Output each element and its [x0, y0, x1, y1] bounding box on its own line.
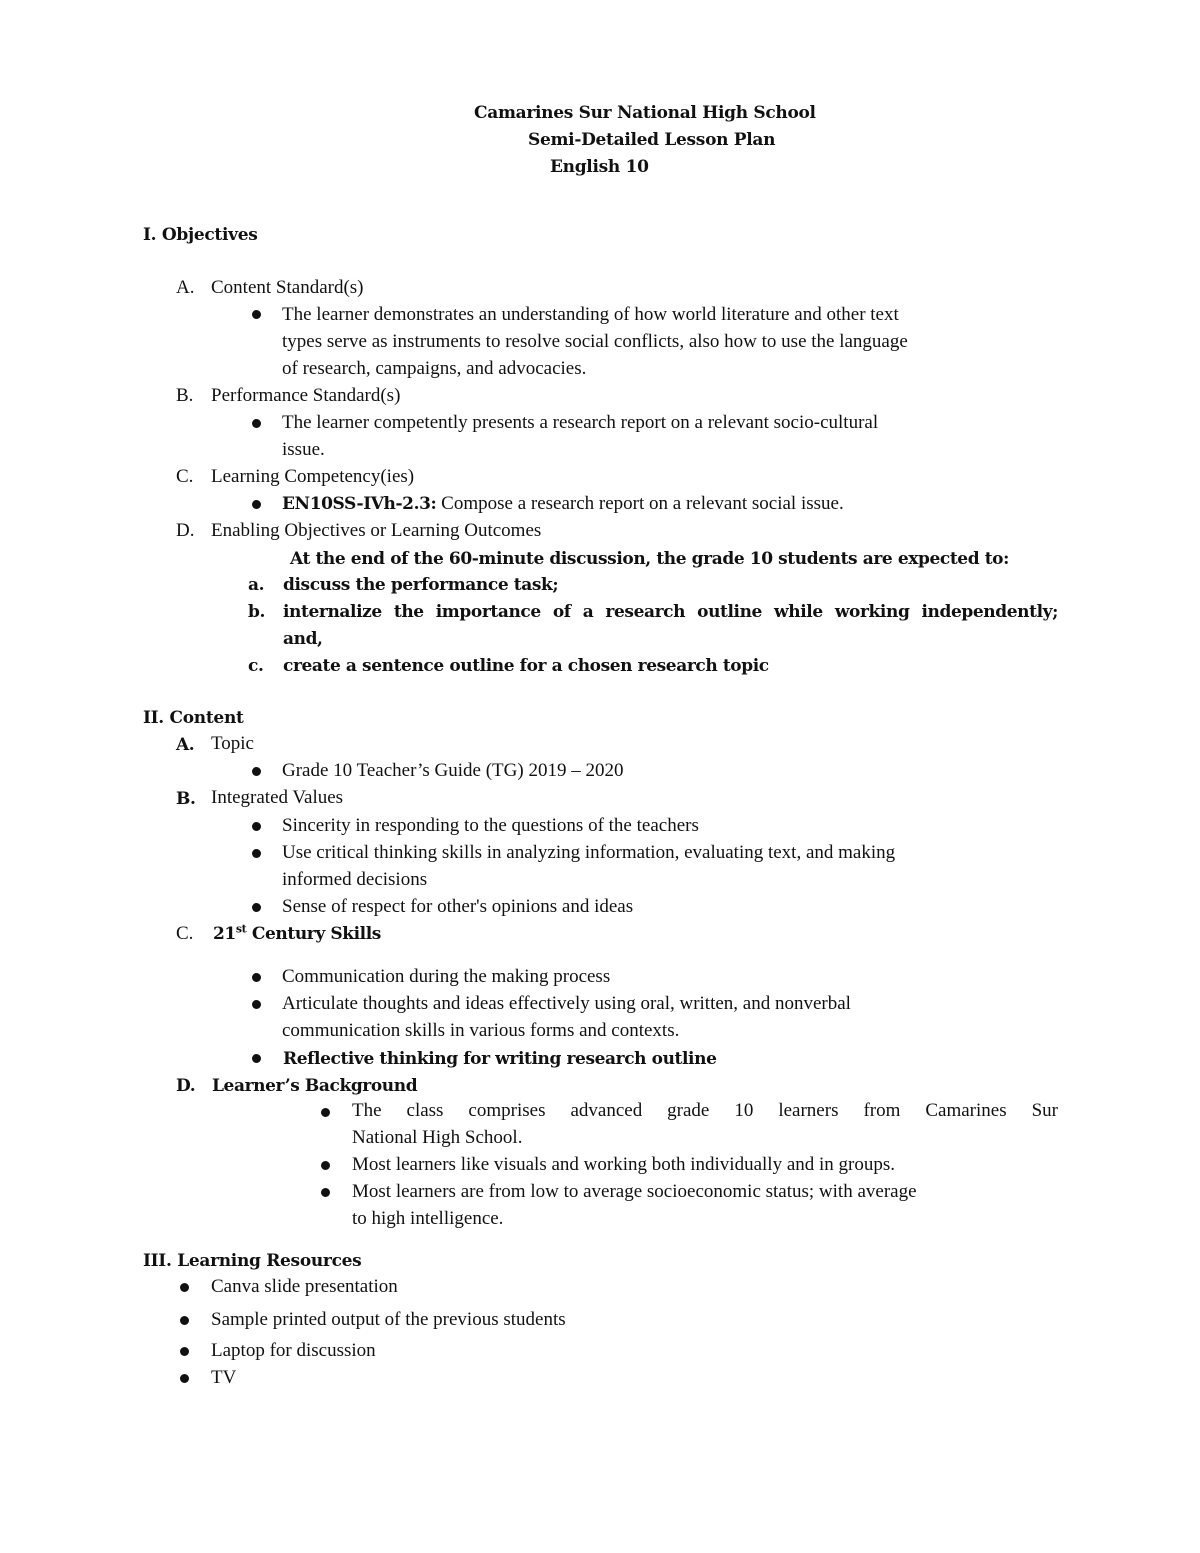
content-standard-line1: The learner demonstrates an understanding of how world literature and other text — [282, 304, 899, 325]
background-item-3-line2: to high intelligence. — [352, 1208, 504, 1229]
competency-line — [282, 491, 844, 517]
outcome-b-label: b. — [248, 602, 266, 622]
content-d-title: Learner’s Background — [212, 1076, 418, 1096]
section-resources-title: III. Learning Resources — [143, 1251, 362, 1271]
resource-item: TV — [211, 1367, 237, 1388]
content-d-label: D. — [176, 1076, 196, 1096]
resource-item: Sample printed output of the previous students — [211, 1309, 566, 1330]
objective-d-label: D. — [176, 520, 195, 541]
century-number: 21 — [213, 924, 236, 944]
bullet-icon — [252, 767, 261, 776]
background-item-1-line2: National High School. — [352, 1127, 523, 1148]
objective-a-text: Content Standard(s) — [211, 277, 364, 298]
objective-b-text: Performance Standard(s) — [211, 385, 401, 406]
topic-item: Grade 10 Teacher’s Guide (TG) 2019 – 2020 — [282, 760, 624, 781]
value-item-1: Sincerity in responding to the questions of the teachers — [282, 815, 699, 836]
bullet-icon — [321, 1188, 330, 1197]
skill-item-2-line2: communication skills in various forms and contexts. — [282, 1020, 680, 1041]
bullet-icon — [180, 1374, 189, 1383]
bullet-icon — [180, 1347, 189, 1356]
bullet-icon — [252, 849, 261, 858]
bullet-icon — [180, 1316, 189, 1325]
bullet-icon — [180, 1283, 189, 1292]
bullet-icon — [252, 903, 261, 912]
objective-d-text: Enabling Objectives or Learning Outcomes — [211, 520, 542, 541]
section-content-title: II. Content — [143, 708, 244, 728]
value-item-3: Sense of respect for other's opinions and ideas — [282, 896, 634, 917]
objective-b-label: B. — [176, 385, 194, 406]
bullet-icon — [252, 973, 261, 982]
content-b-label: B. — [176, 789, 196, 809]
bullet-icon — [252, 822, 261, 831]
objective-c-label: C. — [176, 466, 194, 487]
outcome-a: discuss the performance task; — [283, 575, 559, 595]
outcome-b-line1: internalize the importance of a research outline while working independently; — [283, 602, 1058, 622]
content-standard-line2: types serve as instruments to resolve social conflicts, also how to use the language — [282, 331, 908, 352]
century-suffix: st — [235, 922, 247, 936]
skill-item-2-line1: Articulate thoughts and ideas effectively using oral, written, and nonverbal — [282, 993, 851, 1014]
bullet-icon — [252, 310, 261, 319]
content-c-label: C. — [176, 923, 194, 944]
background-item-3-line1: Most learners are from low to average socioeconomic status; with average — [352, 1181, 917, 1202]
plan-title: Semi-Detailed Lesson Plan — [528, 130, 776, 150]
objective-a-label: A. — [176, 277, 195, 298]
learning-outcomes-intro: At the end of the 60-minute discussion, the grade 10 students are expected to: — [290, 549, 1009, 569]
resource-item: Canva slide presentation — [211, 1276, 398, 1297]
outcome-a-label: a. — [248, 575, 265, 595]
resource-item: Laptop for discussion — [211, 1340, 376, 1361]
content-a-label: A. — [176, 735, 195, 755]
bullet-icon — [252, 419, 261, 428]
content-a-text: Topic — [211, 733, 254, 754]
content-b-text: Integrated Values — [211, 787, 344, 808]
value-item-2-line1: Use critical thinking skills in analyzing information, evaluating text, and making — [282, 842, 896, 863]
competency-description: Compose a research report on a relevant social issue. — [436, 493, 844, 514]
subject-title: English 10 — [550, 157, 649, 177]
skill-item-3: Reflective thinking for writing research outline — [283, 1049, 717, 1069]
school-name: Camarines Sur National High School — [474, 103, 816, 123]
section-objectives-title: I. Objectives — [143, 225, 258, 245]
outcome-c: create a sentence outline for a chosen research topic — [283, 656, 769, 676]
bullet-icon — [252, 500, 261, 509]
outcome-c-label: c. — [248, 656, 264, 676]
content-standard-line3: of research, campaigns, and advocacies. — [282, 358, 587, 379]
bullet-icon — [321, 1161, 330, 1170]
bullet-icon — [321, 1108, 330, 1117]
outcome-b-line2: and, — [283, 629, 323, 649]
content-c-title — [213, 921, 381, 947]
performance-standard-line1: The learner competently presents a research report on a relevant socio-cultural — [282, 412, 879, 433]
century-text: Century Skills — [246, 924, 381, 944]
competency-code: EN10SS-IVh-2.3: — [282, 494, 437, 514]
bullet-icon — [252, 1054, 261, 1063]
objective-c-text: Learning Competency(ies) — [211, 466, 415, 487]
performance-standard-line2: issue. — [282, 439, 325, 460]
bullet-icon — [252, 1000, 261, 1009]
value-item-2-line2: informed decisions — [282, 869, 428, 890]
background-item-2: Most learners like visuals and working both individually and in groups. — [352, 1154, 896, 1175]
skill-item-1: Communication during the making process — [282, 966, 611, 987]
background-item-1-line1: The class comprises advanced grade 10 learners from Camarines Sur — [352, 1100, 1058, 1121]
